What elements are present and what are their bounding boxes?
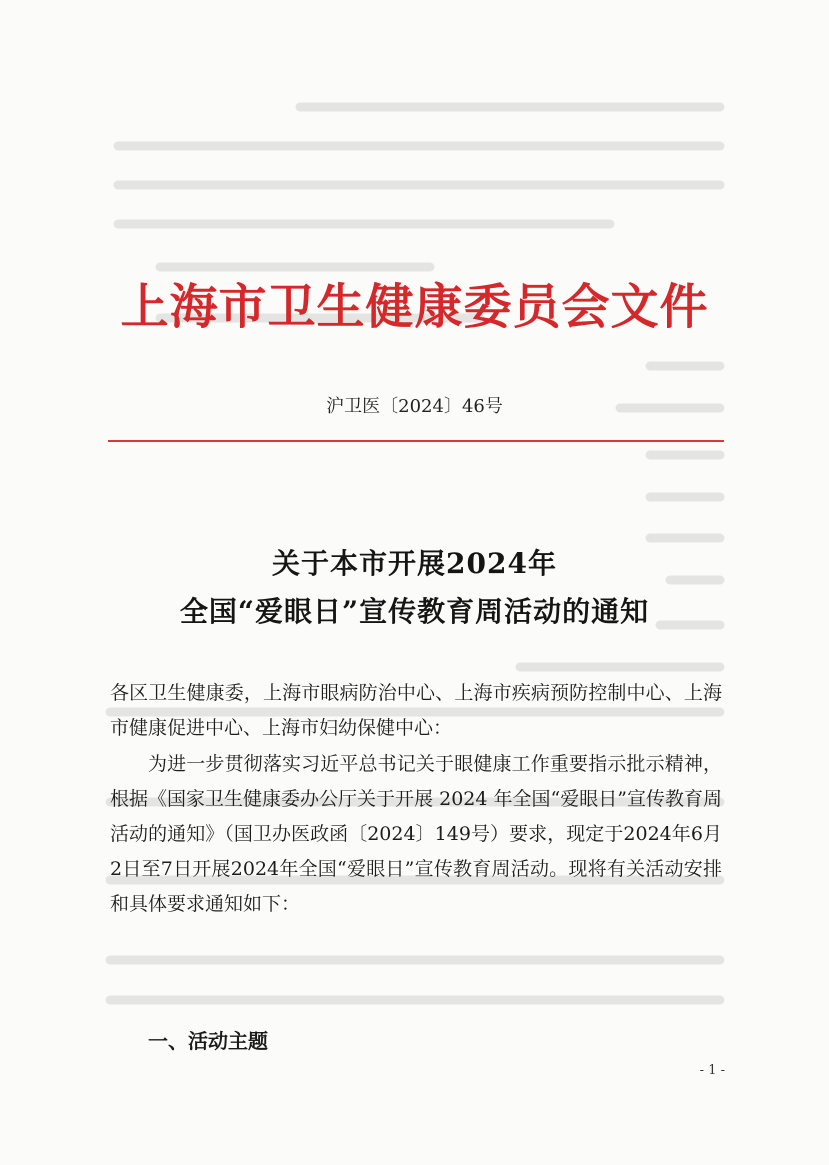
notice-title-line-1: 关于本市开展2024年: [272, 547, 557, 580]
body-paragraph-1: 为进一步贯彻落实习近平总书记关于眼健康工作重要指示批示精神，根据《国家卫生健康委办公厅关于开展 2024 年全国“爱眼日”宣传教育周活动的通知》（国卫办医政函〔2024〕149号）要求，现定于2024年6月2日至7日开展2024年全国“爱眼日”宣传教育周活动。现将有关活动安排和具体要求通知如下：: [110, 753, 722, 915]
notice-title-line-2: 全国“爱眼日”宣传教育周活动的通知: [179, 595, 650, 628]
page-number: - 1 -: [699, 1063, 725, 1078]
issuing-authority-title: 上海市卫生健康委员会文件: [120, 279, 709, 335]
addressee-paragraph: 各区卫生健康委，上海市眼病防治中心、上海市疾病预防控制中心、上海市健康促进中心、上海市妇幼保健中心：: [110, 682, 722, 739]
section-heading-1: 一、活动主题: [148, 1029, 268, 1053]
document-number: 沪卫医〔2024〕46号: [326, 396, 503, 417]
red-divider-rule: [108, 440, 724, 442]
